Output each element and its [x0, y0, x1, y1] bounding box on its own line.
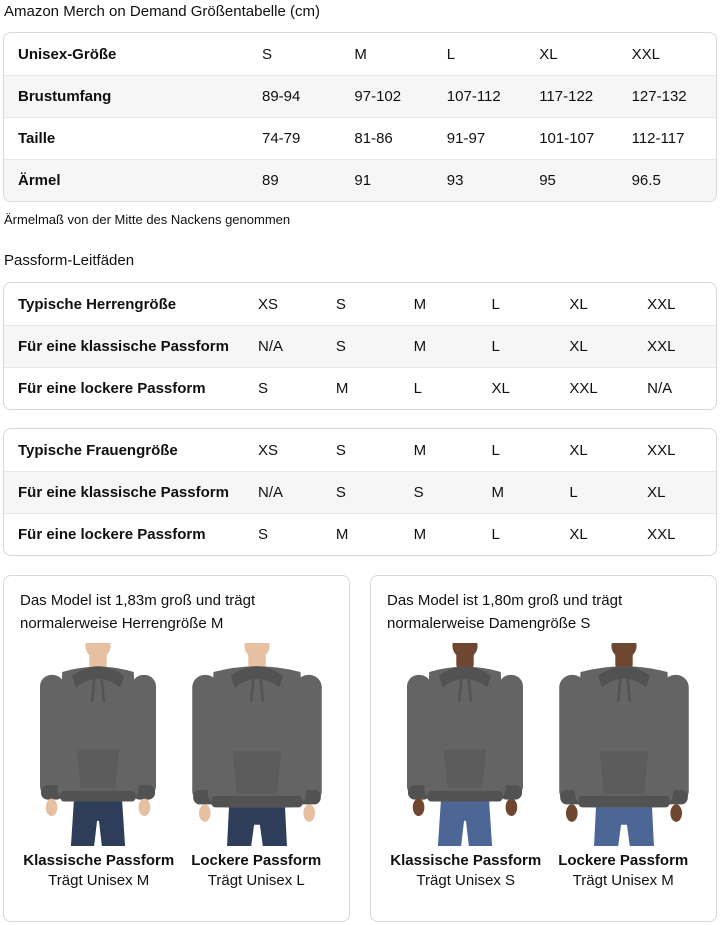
table-cell: S [335, 338, 346, 355]
model-description: Das Model ist 1,83m groß und trägt normalerweise Herrengröße M [20, 592, 256, 632]
fit-caption [387, 852, 545, 889]
table-cell: 96.5 [631, 172, 661, 189]
model-description: Das Model ist 1,80m groß und trägt normalerweise Damengröße S [387, 592, 623, 632]
table-cell: 117-122 [539, 88, 594, 105]
size-col-header: XXL [631, 45, 660, 63]
table-cell: L [413, 380, 422, 397]
fit-name: Klassische Passform [23, 852, 175, 869]
table-cell: M [491, 484, 504, 501]
size-col-header: S [262, 45, 273, 63]
male-model-classic-fit-photo [22, 643, 174, 846]
table-cell: S [413, 484, 424, 501]
table-cell: XXL [647, 441, 676, 459]
table-cell: L [569, 484, 578, 501]
table-cell: M [413, 526, 427, 543]
male-model-card [3, 575, 350, 922]
table-cell: 112-117 [631, 130, 685, 147]
fit-name: Lockere Passform [191, 852, 322, 869]
table-cell: 89-94 [262, 88, 301, 105]
guide-row [4, 471, 716, 513]
table-cell: XS [258, 441, 279, 459]
row-label: Typische Herrengröße [18, 295, 177, 313]
worn-size: Trägt Unisex L [207, 872, 305, 889]
fit-guides-title: Passform-Leitfäden [4, 252, 135, 269]
table-cell: M [413, 441, 427, 459]
table-cell: 89 [262, 172, 279, 189]
table-header-row [4, 33, 716, 75]
table-cell: XL [569, 338, 588, 355]
table-cell: 97-102 [354, 88, 402, 105]
page-title: Amazon Merch on Demand Größentabelle (cm) [4, 3, 320, 20]
row-label: Für eine lockere Passform [18, 526, 206, 543]
table-cell: S [335, 441, 346, 459]
table-cell: XXL [647, 338, 676, 355]
table-row-chest [4, 75, 716, 117]
table-cell: S [258, 380, 269, 397]
table-cell: XXL [647, 295, 676, 313]
table-cell: XL [569, 441, 588, 459]
table-cell: S [335, 295, 346, 313]
row-label: Brustumfang [18, 88, 112, 105]
fit-caption [545, 852, 703, 889]
guide-row [4, 513, 716, 555]
table-cell: S [335, 484, 346, 501]
guide-row [4, 325, 716, 367]
worn-size: Trägt Unisex M [572, 872, 674, 889]
table-cell: M [335, 380, 349, 397]
row-label: Für eine klassische Passform [18, 338, 229, 355]
row-label: Ärmel [18, 172, 61, 189]
row-label: Für eine lockere Passform [18, 380, 206, 397]
fit-name: Klassische Passform [390, 852, 542, 869]
table-cell: XL [569, 295, 588, 313]
sleeve-measure-footnote: Ärmelmaß von der Mitte des Nackens genommen [4, 212, 291, 227]
female-model-loose-fit-photo [548, 643, 700, 846]
row-label: Unisex-Größe [18, 45, 117, 63]
table-cell: 81-86 [354, 130, 393, 147]
table-cell: XL [569, 526, 588, 543]
worn-size: Trägt Unisex M [48, 872, 150, 889]
table-cell: 107-112 [446, 88, 501, 105]
table-cell: M [413, 295, 427, 313]
table-cell: M [335, 526, 349, 543]
table-cell: S [258, 526, 269, 543]
row-label: Typische Frauengröße [18, 441, 178, 459]
table-cell: L [491, 295, 500, 313]
table-cell: M [413, 338, 427, 355]
table-cell: 91 [354, 172, 372, 189]
guide-row [4, 429, 716, 471]
female-model-card [370, 575, 717, 922]
female-model-classic-fit-photo [389, 643, 541, 846]
size-col-header: L [446, 45, 456, 63]
row-label: Für eine klassische Passform [18, 484, 229, 501]
table-cell: 91-97 [446, 130, 486, 147]
table-cell: L [491, 338, 500, 355]
table-cell: N/A [647, 380, 673, 397]
unisex-size-table [3, 32, 717, 202]
table-row-sleeve [4, 159, 716, 201]
table-cell: N/A [258, 484, 284, 501]
male-model-loose-fit-photo [181, 643, 333, 846]
mens-fit-guide-table [3, 282, 717, 410]
table-cell: 95 [539, 172, 556, 189]
table-cell: XL [647, 484, 666, 501]
size-col-header: XL [539, 45, 558, 63]
worn-size: Trägt Unisex S [416, 872, 516, 889]
table-cell: 93 [446, 172, 464, 189]
fit-caption [20, 852, 178, 889]
fit-name: Lockere Passform [558, 852, 689, 869]
table-cell: XS [258, 295, 279, 313]
table-cell: L [491, 441, 500, 459]
table-cell: N/A [258, 338, 284, 355]
table-cell: 127-132 [631, 88, 687, 105]
guide-row [4, 367, 716, 409]
table-cell: XL [491, 380, 510, 397]
table-cell: L [491, 526, 500, 543]
table-cell: 74-79 [262, 130, 301, 147]
size-col-header: M [354, 45, 367, 63]
table-cell: XXL [569, 380, 598, 397]
table-cell: 101-107 [539, 130, 595, 147]
fit-caption [178, 852, 336, 889]
row-label: Taille [18, 130, 56, 147]
table-row-waist [4, 117, 716, 159]
womens-fit-guide-table [3, 428, 717, 556]
table-cell: XXL [647, 526, 676, 543]
guide-row [4, 283, 716, 325]
